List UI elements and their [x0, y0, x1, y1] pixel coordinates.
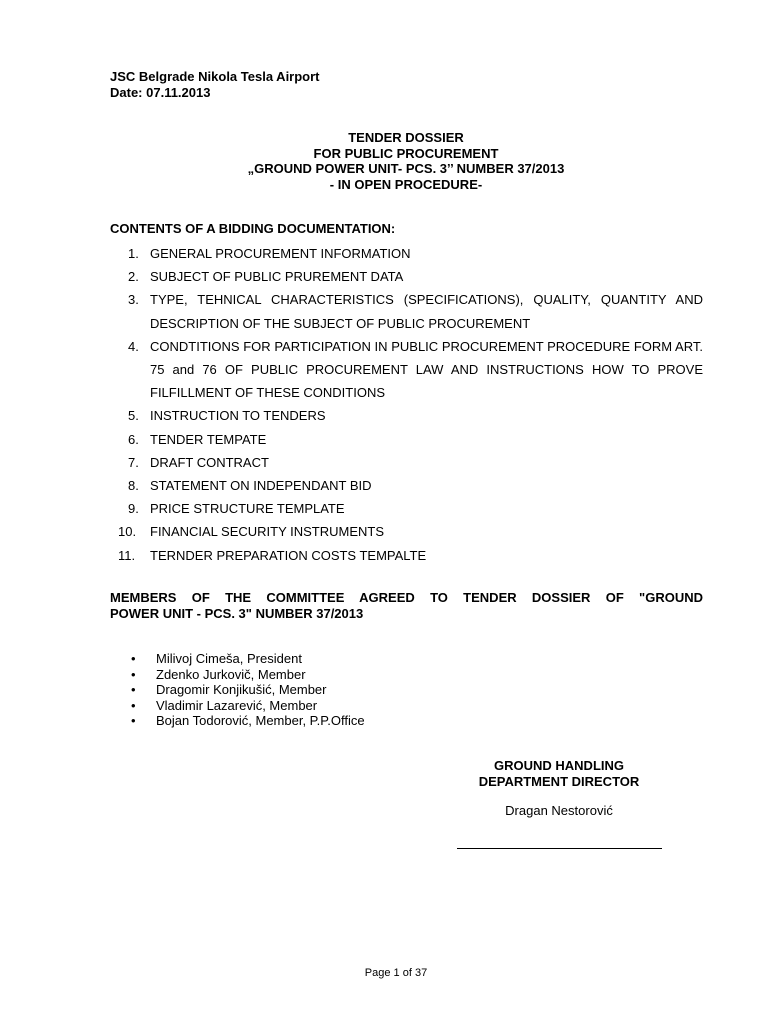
list-item: [110, 335, 703, 405]
document-header: [110, 69, 320, 101]
list-item: [110, 242, 703, 265]
list-item-number: 6.: [128, 431, 139, 447]
list-item: [110, 428, 703, 451]
list-item: [110, 544, 703, 567]
list-item-number: 8.: [128, 478, 139, 494]
committee-line-1: MEMBERS OF THE COMMITTEE AGREED TO TENDER DOSSIER OF "GROUND: [110, 590, 703, 605]
member-name: Bojan Todorović, Member, P.P.Office: [156, 713, 365, 729]
list-item-number: 3.: [128, 292, 139, 308]
bullet-icon: •: [131, 666, 136, 682]
bullet-icon: •: [131, 713, 136, 729]
list-item-text: FINANCIAL SECURITY INSTRUMENTS: [150, 524, 385, 540]
list-item: [110, 288, 703, 334]
list-item-text: TERNDER PREPARATION COSTS TEMPALTE: [150, 547, 427, 563]
member-name: Zdenko Jurkovič, Member: [156, 666, 306, 682]
title-line-1: TENDER DOSSIER: [348, 130, 464, 145]
title-line-4: - IN OPEN PROCEDURE-: [329, 176, 483, 192]
bullet-icon: •: [131, 682, 136, 698]
list-item-text: TENDER TEMPATE: [150, 431, 267, 447]
page-number: Page 1 of 37: [364, 967, 428, 979]
list-item-text: SUBJECT OF PUBLIC PRUREMENT DATA: [150, 269, 404, 285]
list-item: [110, 651, 365, 667]
list-item-number: 4.: [128, 338, 139, 354]
bullet-icon: •: [131, 697, 136, 713]
list-item-number: 5.: [128, 408, 139, 424]
committee-statement: [110, 590, 703, 622]
list-item-text: STATEMENT ON INDEPENDANT BID: [150, 478, 372, 494]
title-line-3: „GROUND POWER UNIT- PCS. 3’’ NUMBER 37/2013: [247, 161, 565, 176]
committee-members-list: [110, 651, 365, 729]
director-title: [455, 758, 663, 790]
list-item-number: 9.: [128, 501, 139, 517]
contents-heading: CONTENTS OF A BIDDING DOCUMENTATION:: [110, 221, 396, 236]
document-date: Date: 07.11.2013: [110, 85, 211, 100]
list-item-number: 11.: [118, 547, 136, 563]
list-item-text: TYPE, TEHNICAL CHARACTERISTICS (SPECIFICATIONS), QUALITY, QUANTITY AND DESCRIPTION OF THE SUBJECT OF PUBLIC PROCUREMENT: [150, 292, 703, 331]
member-name: Dragomir Konjikušić, Member: [156, 682, 327, 698]
member-name: Milivoj Cimeša, President: [156, 651, 302, 666]
member-name: Vladimir Lazarević, Member: [156, 697, 318, 713]
list-item: [110, 713, 365, 729]
director-name: Dragan Nestorović: [505, 803, 613, 818]
director-title-line-1: GROUND HANDLING: [494, 758, 624, 773]
committee-line-2: POWER UNIT - PCS. 3" NUMBER 37/2013: [110, 606, 364, 621]
contents-list: [110, 242, 703, 567]
title-line-2: FOR PUBLIC PROCUREMENT: [313, 145, 499, 161]
list-item: [110, 520, 703, 543]
list-item-number: 7.: [128, 454, 139, 470]
list-item: [110, 497, 703, 520]
list-item-text: INSTRUCTION TO TENDERS: [150, 408, 326, 424]
director-title-line-2: DEPARTMENT DIRECTOR: [478, 774, 640, 789]
list-item-number: 10.: [118, 524, 137, 540]
company-name: JSC Belgrade Nikola Tesla Airport: [110, 69, 320, 84]
list-item-text: GENERAL PROCUREMENT INFORMATION: [150, 246, 411, 261]
list-item: [110, 698, 365, 714]
list-item-text: PRICE STRUCTURE TEMPLATE: [150, 501, 345, 517]
list-item-text: DRAFT CONTRACT: [150, 454, 269, 470]
signature-line: [457, 848, 662, 849]
list-item: [110, 265, 703, 288]
list-item: [110, 682, 365, 698]
list-item: [110, 451, 703, 474]
list-item-text: CONDTITIONS FOR PARTICIPATION IN PUBLIC PROCUREMENT PROCEDURE FORM ART. 75 and 76 OF PUBLIC PROCUREMENT LAW AND INSTRUCTIONS HOW TO PROVE FILFILLMENT OF THESE CONDITIONS: [150, 338, 703, 401]
document-title: [0, 130, 770, 192]
list-item-number: 1.: [128, 246, 139, 261]
list-item: [110, 404, 703, 427]
list-item: [110, 474, 703, 497]
list-item: [110, 667, 365, 683]
bullet-icon: •: [131, 651, 136, 666]
list-item-number: 2.: [128, 269, 139, 285]
